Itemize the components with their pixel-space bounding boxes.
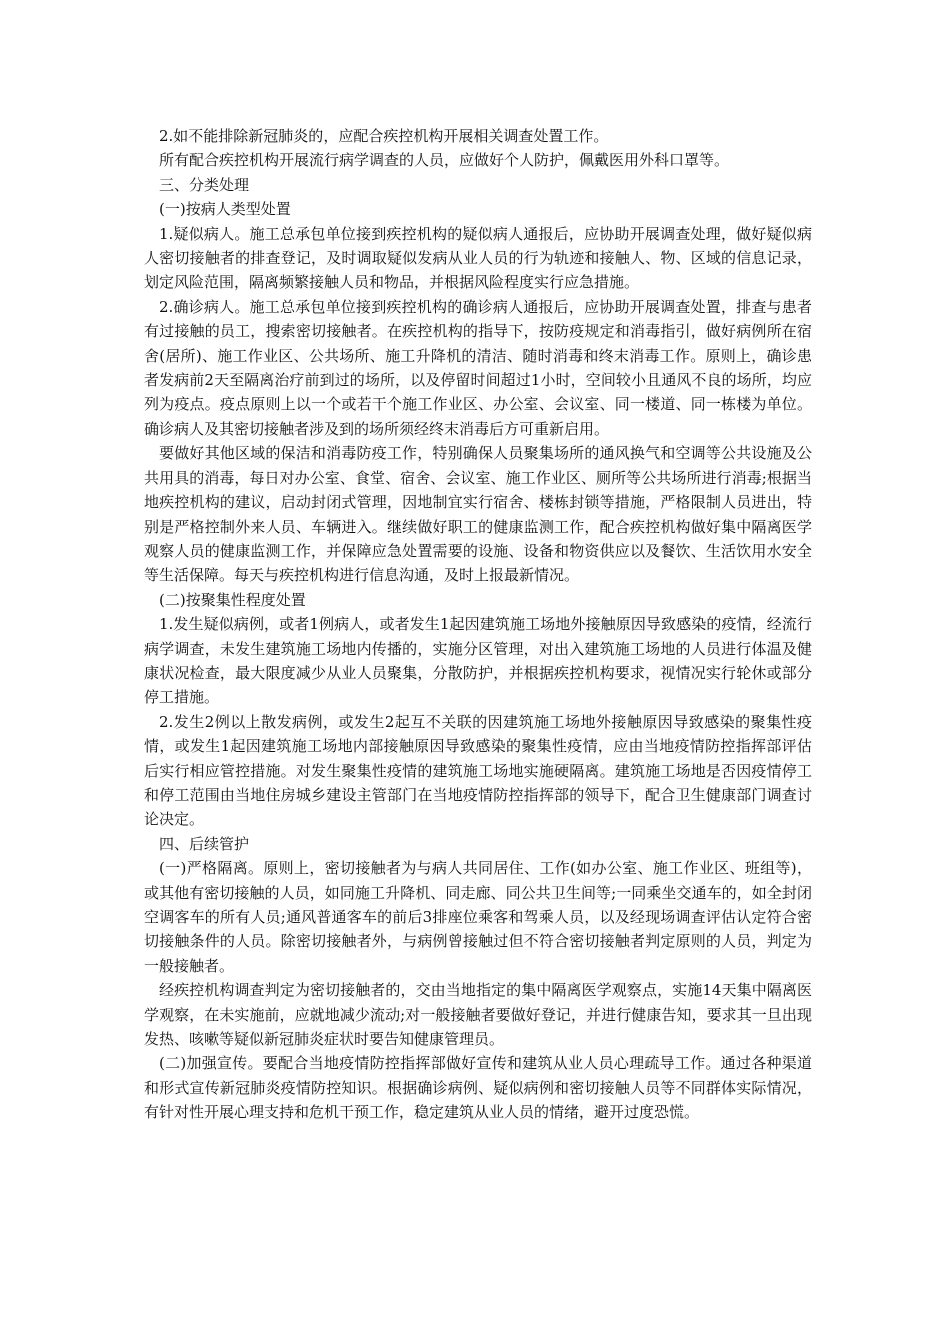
- paragraph-close-contacts: 经疾控机构调查判定为密切接触者的，交由当地指定的集中隔离医学观察点，实施14天集中隔离医学观察，在未实施前，应就地减少流动;对一般接触者要做好登记，并进行健康告知，要求其一旦出现发热、咳嗽等疑似新冠肺炎症状时要告知健康管理员。: [144, 981, 812, 1049]
- subsection-heading-clustering: (二)按聚集性程度处置: [159, 590, 306, 609]
- paragraph-single-case: 1.发生疑似病例，或者1例病人，或者发生1起因建筑施工场地外接触原因导致感染的疫情，经流行病学调查，未发生建筑施工场地内传播的，实施分区管理，对出入建筑施工场地的人员进行体温及健康状况检查，最大限度减少从业人员聚集，分散防护，并根据疾控机构要求，视情况实行轮休或部分停工措施。: [144, 615, 812, 707]
- paragraph-publicity: (二)加强宣传。要配合当地疫情防控指挥部做好宣传和建筑从业人员心理疏导工作。通过各种渠道和形式宣传新冠肺炎疫情防控知识。根据确诊病例、疑似病例和密切接触人员等不同群体实际情况，有针对性开展心理支持和危机干预工作，稳定建筑从业人员的情绪，避开过度恐慌。: [144, 1054, 812, 1122]
- paragraph-confirmed-patient: 2.确诊病人。施工总承包单位接到疾控机构的确诊病人通报后，应协助开展调查处置，排查与患者有过接触的员工，搜索密切接触者。在疾控机构的指导下，按防疫规定和消毒指引，做好病例所在宿舍(居所)、施工作业区、公共场所、施工升降机的清洁、随时消毒和终末消毒工作。原则上，确诊患者发病前2天至隔离治疗前到过的场所，以及停留时间超过1小时，空间较小且通风不良的场所，均应列为疫点。疫点原则上以一个或若干个施工作业区、办公室、会议室、同一楼道、同一栋楼为单位。确诊病人及其密切接触者涉及到的场所须经终末消毒后方可重新启用。: [144, 297, 812, 438]
- paragraph-multiple-cases: 2.发生2例以上散发病例，或发生2起互不关联的因建筑施工场地外接触原因导致感染的聚集性疫情，或发生1起因建筑施工场地内部接触原因导致感染的聚集性疫情，应由当地疫情防控指挥部评估后实行相应管控措施。对发生聚集性疫情的建筑施工场地实施硬隔离。建筑施工场地是否因疫情停工和停工范围由当地住房城乡建设主管部门在当地疫情防控指挥部的领导下，配合卫生健康部门调查讨论决定。: [144, 712, 812, 829]
- subsection-heading-patient-type: (一)按病人类型处置: [159, 200, 291, 219]
- paragraph-item-2-exclusion: 2.如不能排除新冠肺炎的，应配合疾控机构开展相关调查处置工作。: [159, 127, 609, 145]
- section-heading-follow-up: 四、后续管护: [159, 834, 250, 853]
- paragraph-personal-protection: 所有配合疾控机构开展流行病学调查的人员，应做好个人防护，佩戴医用外科口罩等。: [159, 151, 730, 170]
- section-heading-classification: 三、分类处理: [159, 175, 250, 194]
- paragraph-other-areas: 要做好其他区域的保洁和消毒防疫工作，特别确保人员聚集场所的通风换气和空调等公共设施及公共用具的消毒，每日对办公室、食堂、宿舍、会议室、施工作业区、厕所等公共场所进行消毒;根据当地疾控机构的建议，启动封闭式管理，因地制宜实行宿舍、楼栋封锁等措施，严格限制人员进出，特别是严格控制外来人员、车辆进入。继续做好职工的健康监测工作，配合疾控机构做好集中隔离医学观察人员的健康监测工作，并保障应急处置需要的设施、设备和物资供应以及餐饮、生活饮用水安全等生活保障。每天与疾控机构进行信息沟通，及时上报最新情况。: [144, 444, 812, 585]
- paragraph-suspected-patient: 1.疑似病人。施工总承包单位接到疾控机构的疑似病人通报后，应协助开展调查处理，做好疑似病人密切接触者的排查登记，及时调取疑似发病从业人员的行为轨迹和接触人、物、区域的信息记录，划定风险范围，隔离频繁接触人员和物品，并根据风险程度实行应急措施。: [144, 224, 812, 292]
- paragraph-strict-isolation: (一)严格隔离。原则上，密切接触者为与病人共同居住、工作(如办公室、施工作业区、班组等)，或其他有密切接触的人员，如同施工升降机、同走廊、同公共卫生间等;一同乘坐交通车的，如全封闭空调客车的所有人员;通风普通客车的前后3排座位乘客和驾乘人员，以及经现场调查评估认定符合密切接触条件的人员。除密切接触者外，与病例曾接触过但不符合密切接触者判定原则的人员，判定为一般接触者。: [144, 859, 812, 975]
- document-body: [144, 124, 812, 1125]
